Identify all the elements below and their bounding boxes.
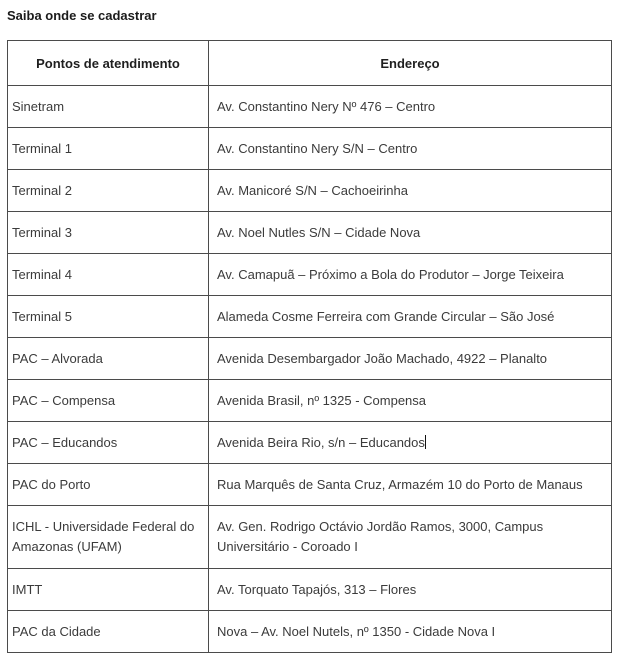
- point-cell[interactable]: [8, 254, 209, 296]
- table-row: [8, 611, 612, 653]
- header-address[interactable]: Endereço: [209, 41, 612, 86]
- address-cell[interactable]: [209, 611, 612, 653]
- point-text: IMTT: [12, 581, 43, 597]
- address-text: Nova – Av. Noel Nutels, nº 1350 - Cidade Nova I: [217, 623, 496, 639]
- address-cell[interactable]: [209, 569, 612, 611]
- point-text: PAC – Educandos: [12, 434, 118, 450]
- point-cell[interactable]: [8, 338, 209, 380]
- point-text: Terminal 3: [12, 224, 72, 240]
- point-text: PAC do Porto: [12, 476, 91, 492]
- address-cell[interactable]: [209, 506, 612, 569]
- point-text: PAC – Alvorada: [12, 350, 103, 366]
- address-cell[interactable]: [209, 128, 612, 170]
- address-cell[interactable]: [209, 212, 612, 254]
- address-cell[interactable]: [209, 464, 612, 506]
- attendance-table: [7, 40, 612, 653]
- point-cell[interactable]: [8, 611, 209, 653]
- point-text: Terminal 1: [12, 140, 72, 156]
- table-row: [8, 338, 612, 380]
- point-text: Terminal 4: [12, 266, 72, 282]
- point-cell[interactable]: [8, 464, 209, 506]
- point-cell[interactable]: [8, 86, 209, 128]
- address-text: Av. Manicoré S/N – Cachoeirinha: [217, 182, 409, 198]
- point-text: ICHL - Universidade Federal do Amazonas (UFAM): [12, 519, 195, 554]
- address-text: Avenida Brasil, nº 1325 - Compensa: [217, 392, 427, 408]
- point-cell[interactable]: [8, 296, 209, 338]
- point-cell[interactable]: [8, 422, 209, 464]
- table-row: [8, 380, 612, 422]
- point-text: PAC da Cidade: [12, 623, 101, 639]
- point-text: Terminal 5: [12, 308, 72, 324]
- address-text: Avenida Beira Rio, s/n – Educandos: [217, 434, 425, 450]
- address-cell[interactable]: [209, 380, 612, 422]
- table-row: [8, 569, 612, 611]
- table-row: [8, 128, 612, 170]
- point-cell[interactable]: [8, 128, 209, 170]
- table-row: [8, 86, 612, 128]
- point-text: PAC – Compensa: [12, 392, 116, 408]
- table-row: [8, 506, 612, 569]
- table-header-row: [8, 41, 612, 86]
- address-text: Av. Constantino Nery Nº 476 – Centro: [217, 98, 436, 114]
- header-point[interactable]: Pontos de atendimento: [8, 41, 209, 86]
- address-cell[interactable]: [209, 254, 612, 296]
- address-cell[interactable]: [209, 296, 612, 338]
- point-text: Terminal 2: [12, 182, 72, 198]
- address-text: Av. Noel Nutles S/N – Cidade Nova: [217, 224, 421, 240]
- table-row: [8, 212, 612, 254]
- table-row: [8, 422, 612, 464]
- page-title[interactable]: Saiba onde se cadastrar: [7, 8, 157, 23]
- address-text: Avenida Desembargador João Machado, 4922 – Planalto: [217, 350, 548, 366]
- point-cell[interactable]: [8, 212, 209, 254]
- point-text: Sinetram: [12, 98, 65, 114]
- point-cell[interactable]: [8, 506, 209, 569]
- address-text: Alameda Cosme Ferreira com Grande Circular – São José: [217, 308, 555, 324]
- table-row: [8, 170, 612, 212]
- point-cell[interactable]: [8, 170, 209, 212]
- address-text: Rua Marquês de Santa Cruz, Armazém 10 do Porto de Manaus: [217, 476, 583, 492]
- address-cell[interactable]: [209, 86, 612, 128]
- address-text: Av. Gen. Rodrigo Octávio Jordão Ramos, 3000, Campus Universitário - Coroado I: [217, 519, 544, 554]
- text-cursor: [425, 435, 426, 449]
- point-cell[interactable]: [8, 569, 209, 611]
- point-cell[interactable]: [8, 380, 209, 422]
- address-text: Av. Constantino Nery S/N – Centro: [217, 140, 418, 156]
- table-row: [8, 464, 612, 506]
- address-cell[interactable]: [209, 170, 612, 212]
- address-text: Av. Torquato Tapajós, 313 – Flores: [217, 581, 417, 597]
- table-row: [8, 296, 612, 338]
- table-row: [8, 254, 612, 296]
- address-cell[interactable]: [209, 422, 612, 464]
- address-cell[interactable]: [209, 338, 612, 380]
- address-text: Av. Camapuã – Próximo a Bola do Produtor – Jorge Teixeira: [217, 266, 564, 282]
